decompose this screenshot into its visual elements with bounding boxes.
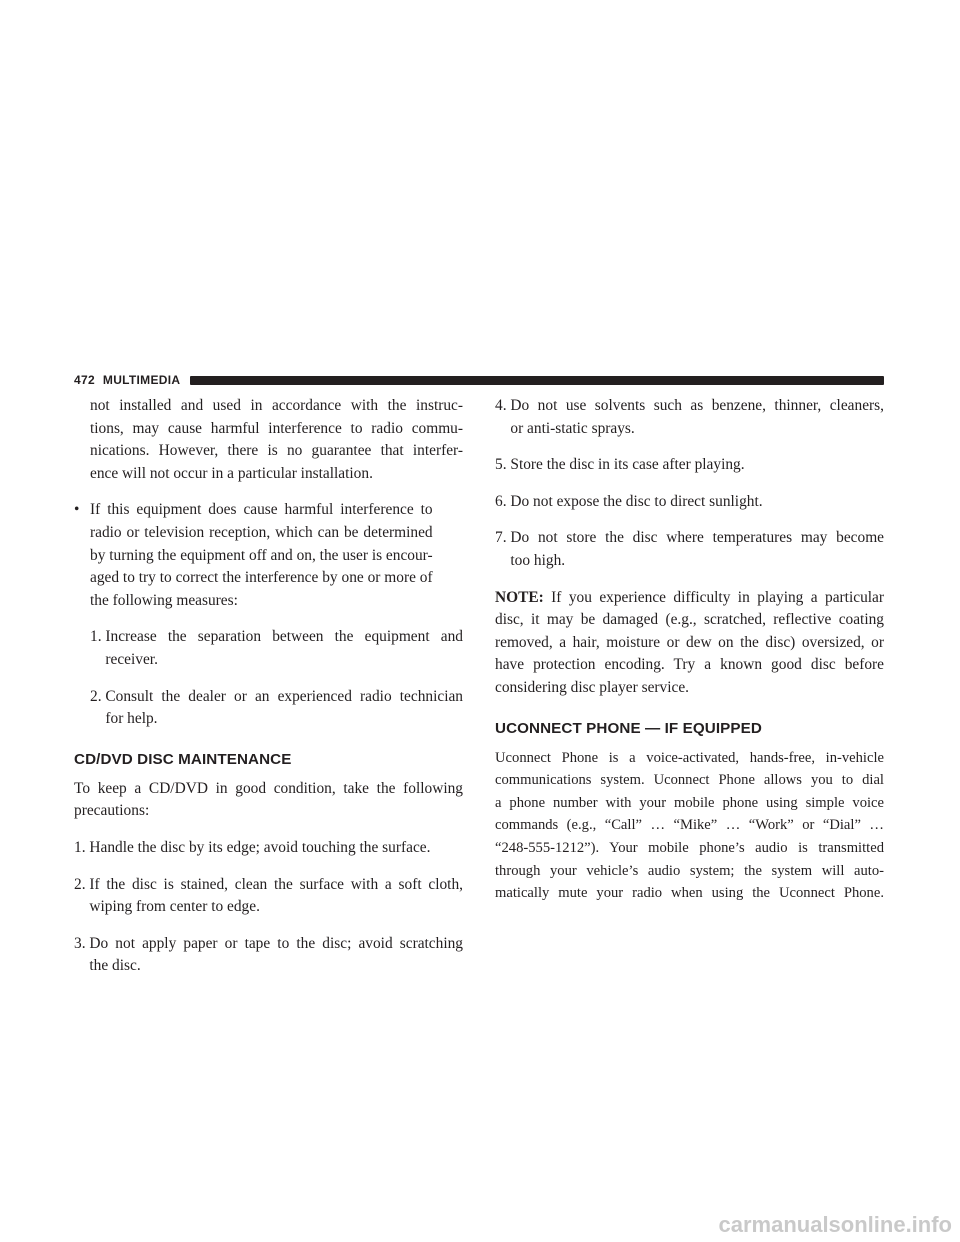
list-item [495, 491, 884, 514]
intro2-paragraph [74, 778, 463, 823]
section-title: MULTIMEDIA [102, 373, 181, 387]
text-line: ence will not occur in a particular installation. [90, 464, 373, 482]
item-number: 2. [74, 875, 90, 893]
bullet-icon: • [74, 501, 80, 519]
text-line: have protection encoding. Try a known good disc before [495, 656, 884, 674]
item-number: 6. [495, 492, 511, 510]
item-number: 4. [495, 397, 511, 414]
text-line: communications system. Uconnect Phone allows you to dial [495, 772, 884, 789]
text-line: Do not store the disc where temperatures may become [510, 529, 884, 547]
text-line: If this equipment does cause harmful interference to [90, 501, 433, 519]
section-heading: UCONNECT PHONE — IF EQUIPPED [495, 719, 762, 737]
text-line: for help. [105, 710, 158, 728]
text-line: matically mute your radio when using the Uconnect Phone. [495, 885, 884, 902]
item-number: 2. [90, 687, 106, 705]
text-line: Consult the dealer or an experienced radio technician [105, 687, 463, 705]
item-number: 5. [495, 456, 511, 474]
measures-list [74, 626, 463, 730]
list-item [74, 933, 463, 978]
text-line: commands (e.g., “Call” … “Mike” … “Work” or “Dial” … [495, 817, 884, 834]
text-line: If the disc is stained, clean the surface with a soft cloth, [89, 875, 463, 893]
item-number: 3. [74, 934, 90, 952]
page-number: 472 [74, 373, 95, 387]
list-item [495, 395, 884, 440]
text-line: Do not use solvents such as benzene, thinner, cleaners, [510, 397, 884, 414]
text-line: wiping from center to edge. [89, 898, 260, 916]
page-header [74, 372, 884, 388]
right-column [495, 395, 884, 905]
text-line: the following measures: [90, 591, 238, 609]
text-line: through your vehicle’s audio system; the system will auto- [495, 862, 884, 879]
text-line: Increase the separation between the equipment and [105, 628, 463, 646]
text-line: Do not apply paper or tape to the disc; avoid scratching [89, 934, 463, 952]
text-line: disc, it may be damaged (e.g., scratched, reflective coating [495, 611, 884, 629]
text-line: nications. However, there is no guarantee that interfer- [90, 442, 463, 460]
item-number: 1. [74, 838, 90, 856]
note-text: If you experience difficulty in playing a particular [543, 588, 884, 606]
item-number: 1. [90, 628, 106, 646]
list-item [495, 527, 884, 572]
list-item [90, 626, 463, 671]
text-line [495, 587, 884, 610]
text-line: precautions: [74, 802, 150, 820]
bullet-item [74, 499, 463, 612]
header-rule [190, 376, 884, 385]
text-line: Handle the disc by its edge; avoid touching the surface. [89, 838, 431, 856]
text-line: the disc. [89, 957, 141, 975]
note-paragraph [495, 587, 884, 700]
list-item [495, 454, 884, 477]
note-label: NOTE: [495, 588, 544, 606]
text-line: radio or television reception, which can be determined [90, 523, 433, 541]
watermark-text: carmanualsonline.info [718, 1212, 952, 1237]
intro-paragraph [74, 395, 463, 485]
list-item [74, 837, 463, 860]
text-line: Store the disc in its case after playing. [510, 456, 745, 474]
item-number: 7. [495, 529, 511, 547]
section-heading: CD/DVD DISC MAINTENANCE [74, 750, 292, 768]
text-line: removed, a hair, moisture or dew on the disc) oversized, or [495, 633, 884, 651]
left-column [74, 395, 463, 978]
text-line: tions, may cause harmful interference to radio commu- [90, 419, 463, 437]
text-line: a phone number with your mobile phone using simple voice [495, 794, 884, 811]
text-line: Do not expose the disc to direct sunlight. [510, 492, 763, 510]
text-line: “248-555-1212”). Your mobile phone’s audio is transmitted [495, 839, 884, 856]
list-item [74, 874, 463, 919]
text-line: or anti-static sprays. [510, 419, 635, 437]
uconnect-paragraph [495, 747, 884, 905]
text-line: not installed and used in accordance with the instruc- [90, 397, 463, 414]
list-item [90, 686, 463, 731]
text-line: Uconnect Phone is a voice-activated, hands-free, in-vehicle [495, 749, 884, 766]
text-line: by turning the equipment off and on, the user is encour- [90, 546, 433, 564]
text-line: aged to try to correct the interference by one or more of [90, 569, 433, 587]
text-line: receiver. [105, 650, 158, 668]
text-line: To keep a CD/DVD in good condition, take the following [74, 779, 463, 797]
text-line: considering disc player service. [495, 678, 690, 696]
text-line: too high. [510, 551, 566, 569]
